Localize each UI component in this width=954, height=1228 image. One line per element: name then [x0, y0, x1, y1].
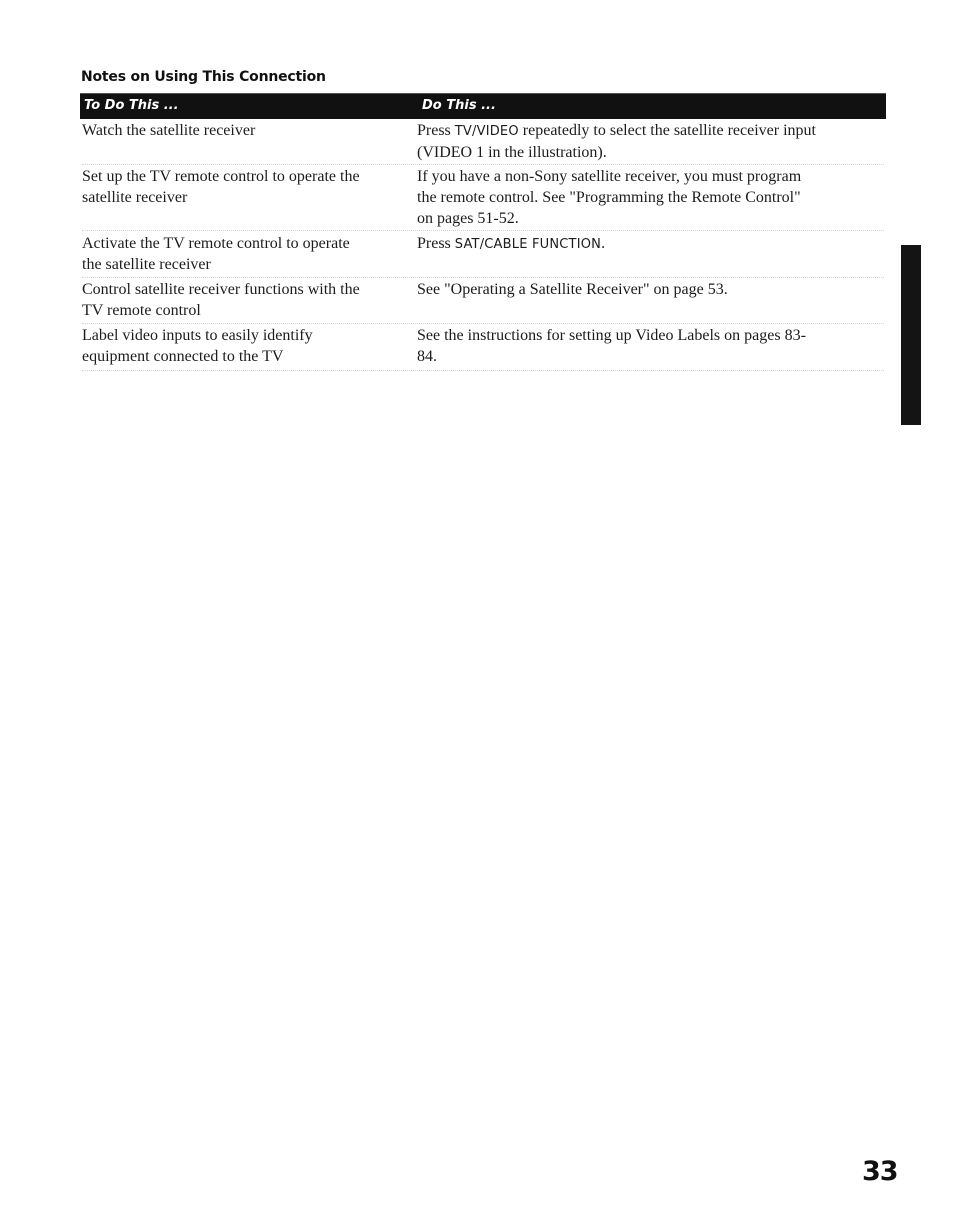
button-name: TV/VIDEO: [454, 124, 519, 139]
row-task: Control satellite receiver functions with the TV remote control: [82, 281, 360, 319]
table-header: [80, 93, 886, 119]
row-action-line: (VIDEO 1 in the illustration).: [417, 144, 607, 161]
header-do-this: Do This ...: [422, 98, 496, 113]
row-action: Press SAT/CABLE FUNCTION.: [417, 235, 606, 252]
row-task: Label video inputs to easily identify equipment connected to the TV: [82, 327, 313, 365]
row-divider: [82, 323, 884, 324]
row-task-line: Watch the satellite receiver: [82, 122, 256, 139]
row-divider: [82, 370, 884, 371]
row-action: See the instructions for setting up Video Labels on pages 83- 84.: [417, 327, 806, 365]
row-task: Set up the TV remote control to operate the satellite receiver: [82, 168, 360, 206]
row-divider: [82, 277, 884, 278]
row-action-line: Press TV/VIDEO repeatedly to select the satellite receiver input: [417, 122, 816, 139]
row-divider: [82, 230, 884, 231]
row-action: If you have a non-Sony satellite receiver, you must program the remote control. See "Programming the Remote Control" on pages 51-52.: [417, 168, 802, 227]
button-name: SAT/CABLE FUNCTION: [454, 237, 602, 252]
section-side-tab: [901, 245, 921, 425]
section-heading: Notes on Using This Connection: [81, 69, 326, 85]
row-action: [417, 120, 879, 163]
row-task: Activate the TV remote control to operate the satellite receiver: [82, 235, 350, 273]
header-to-do-this: To Do This ...: [84, 98, 179, 113]
row-action: See "Operating a Satellite Receiver" on page 53.: [417, 281, 728, 298]
page-number: 33: [862, 1156, 898, 1187]
row-divider: [82, 164, 884, 165]
row-task: [82, 120, 412, 141]
